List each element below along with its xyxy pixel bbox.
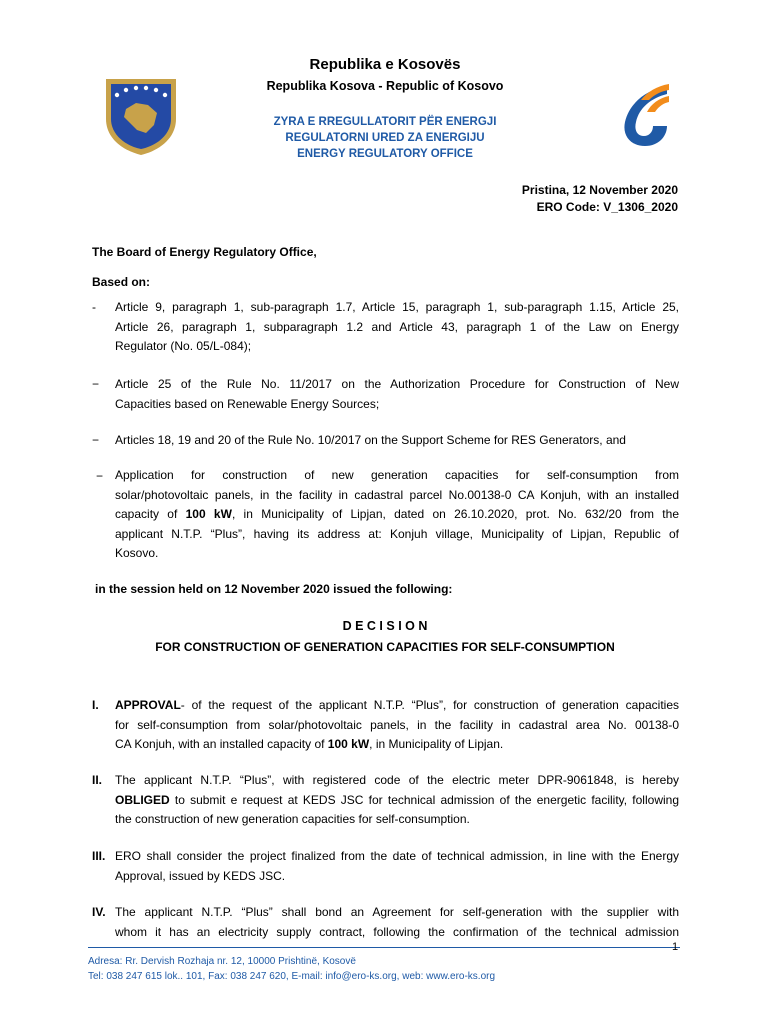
text-line: solar/photovoltaic panels, in the facility in cadastral parcel No.00138-0 CA Konjuh, with an installed xyxy=(115,487,679,502)
board-heading: The Board of Energy Regulatory Office, xyxy=(92,245,317,259)
page-number: 1 xyxy=(672,941,679,953)
basis-item-rule-10 xyxy=(115,431,679,451)
basis-item-rule-11 xyxy=(115,375,679,414)
republic-name-sq: Republika e Kosovës xyxy=(309,56,461,73)
item-number: II. xyxy=(92,773,103,787)
based-on-heading: Based on: xyxy=(92,275,151,289)
text-run: , in Municipality of Lipjan, dated on 26.10.2020, prot. No. 632/20 from the xyxy=(231,507,679,521)
text-run: - of the request of the applicant N.T.P. “Plus”, for construction of generation capacities xyxy=(180,698,679,712)
text-line: Approval, issued by KEDS JSC. xyxy=(115,868,286,883)
text-line: applicant N.T.P. “Plus”, having its address at: Konjuh village, Municipality of Lipjan, Republic of xyxy=(115,526,679,541)
ero-logo-icon xyxy=(617,80,673,150)
ero-code: ERO Code: V_1306_2020 xyxy=(536,200,678,214)
text-line: whom it has an electricity supply contract, following the confirmation of the technical admission xyxy=(115,924,679,939)
item-number: III. xyxy=(92,849,106,863)
item-number: IV. xyxy=(92,905,106,919)
republic-name-sr-en: Republika Kosova - Republic of Kosovo xyxy=(266,79,504,93)
footer-divider xyxy=(88,947,680,948)
decision-subtitle: FOR CONSTRUCTION OF GENERATION CAPACITIES FOR SELF-CONSUMPTION xyxy=(155,640,615,654)
decision-item-agreement xyxy=(115,903,679,942)
text-line: Application for construction of new generation capacities for self-consumption from xyxy=(115,468,679,482)
text-line xyxy=(115,696,679,716)
decision-item-obliged xyxy=(115,771,679,830)
capacity-value: 100 kW xyxy=(185,507,232,521)
text-line: Article 9, paragraph 1, sub-paragraph 1.7, Article 15, paragraph 1, sub-paragraph 1.15, Article 25, xyxy=(115,300,679,314)
decision-item-finalized xyxy=(115,847,679,886)
text-run: CA Konjuh, with an installed capacity of xyxy=(115,737,328,751)
session-statement: in the session held on 12 November 2020 issued the following: xyxy=(95,582,453,596)
text-line: the construction of new generation capacities for self-consumption. xyxy=(115,812,470,826)
text-line: Capacities based on Renewable Energy Sources; xyxy=(115,396,380,411)
text-line: Articles 18, 19 and 20 of the Rule No. 10/2017 on the Support Scheme for RES Generators, and xyxy=(115,433,626,447)
text-run: capacity of xyxy=(115,507,186,521)
text-line: Article 25 of the Rule No. 11/2017 on the Authorization Procedure for Construction of New xyxy=(115,377,679,391)
decision-title: D E C I S I O N xyxy=(342,619,428,633)
bullet-marker: − xyxy=(92,377,100,391)
basis-item-law xyxy=(115,298,679,357)
office-name-en: ENERGY REGULATORY OFFICE xyxy=(297,148,473,160)
footer-contact: Tel: 038 247 615 lok.. 101, Fax: 038 247 620, E-mail: info@ero-ks.org, web: www.ero-ks.org xyxy=(88,971,496,982)
text-line: Kosovo. xyxy=(115,546,159,560)
text-line xyxy=(115,735,679,755)
item-number: I. xyxy=(92,698,99,712)
bullet-marker: − xyxy=(92,433,100,447)
text-run: to submit e request at KEDS JSC for technical admission of the energetic facility, following xyxy=(169,792,679,807)
text-line: for self-consumption from solar/photovoltaic panels, in the facility in cadastral area No. 00138-0 xyxy=(115,717,679,732)
text-run: , in Municipality of Lipjan. xyxy=(369,737,504,751)
decision-item-approval xyxy=(115,696,679,755)
office-name-sr: REGULATORNI URED ZA ENERGIJU xyxy=(285,132,485,144)
place-date: Pristina, 12 November 2020 xyxy=(521,183,678,197)
text-line: The applicant N.T.P. “Plus”, with registered code of the electric meter DPR-9061848, is hereby xyxy=(115,773,679,787)
text-line xyxy=(115,791,679,811)
basis-item-application xyxy=(115,466,679,564)
bullet-marker: - xyxy=(92,300,96,314)
text-line: ERO shall consider the project finalized from the date of technical admission, in line with the Energy xyxy=(115,849,679,863)
footer-address: Adresa: Rr. Dervish Rozhaja nr. 12, 10000 Prishtinë, Kosovë xyxy=(88,956,356,967)
text-line: The applicant N.T.P. “Plus” shall bond an Agreement for self-generation with the supplier with xyxy=(115,905,679,919)
text-run: OBLIGED xyxy=(115,792,170,807)
text-run: APPROVAL xyxy=(115,698,181,712)
office-name-sq: ZYRA E RREGULLATORIT PËR ENERGJI xyxy=(273,116,497,128)
text-line xyxy=(115,505,679,525)
text-line: Article 26, paragraph 1, subparagraph 1.2 and Article 43, paragraph 1 of the Law on Energy xyxy=(115,319,679,334)
text-line: Regulator (No. 05/L-084); xyxy=(115,339,252,353)
capacity-value: 100 kW xyxy=(327,737,370,751)
bullet-marker: − xyxy=(96,469,104,483)
